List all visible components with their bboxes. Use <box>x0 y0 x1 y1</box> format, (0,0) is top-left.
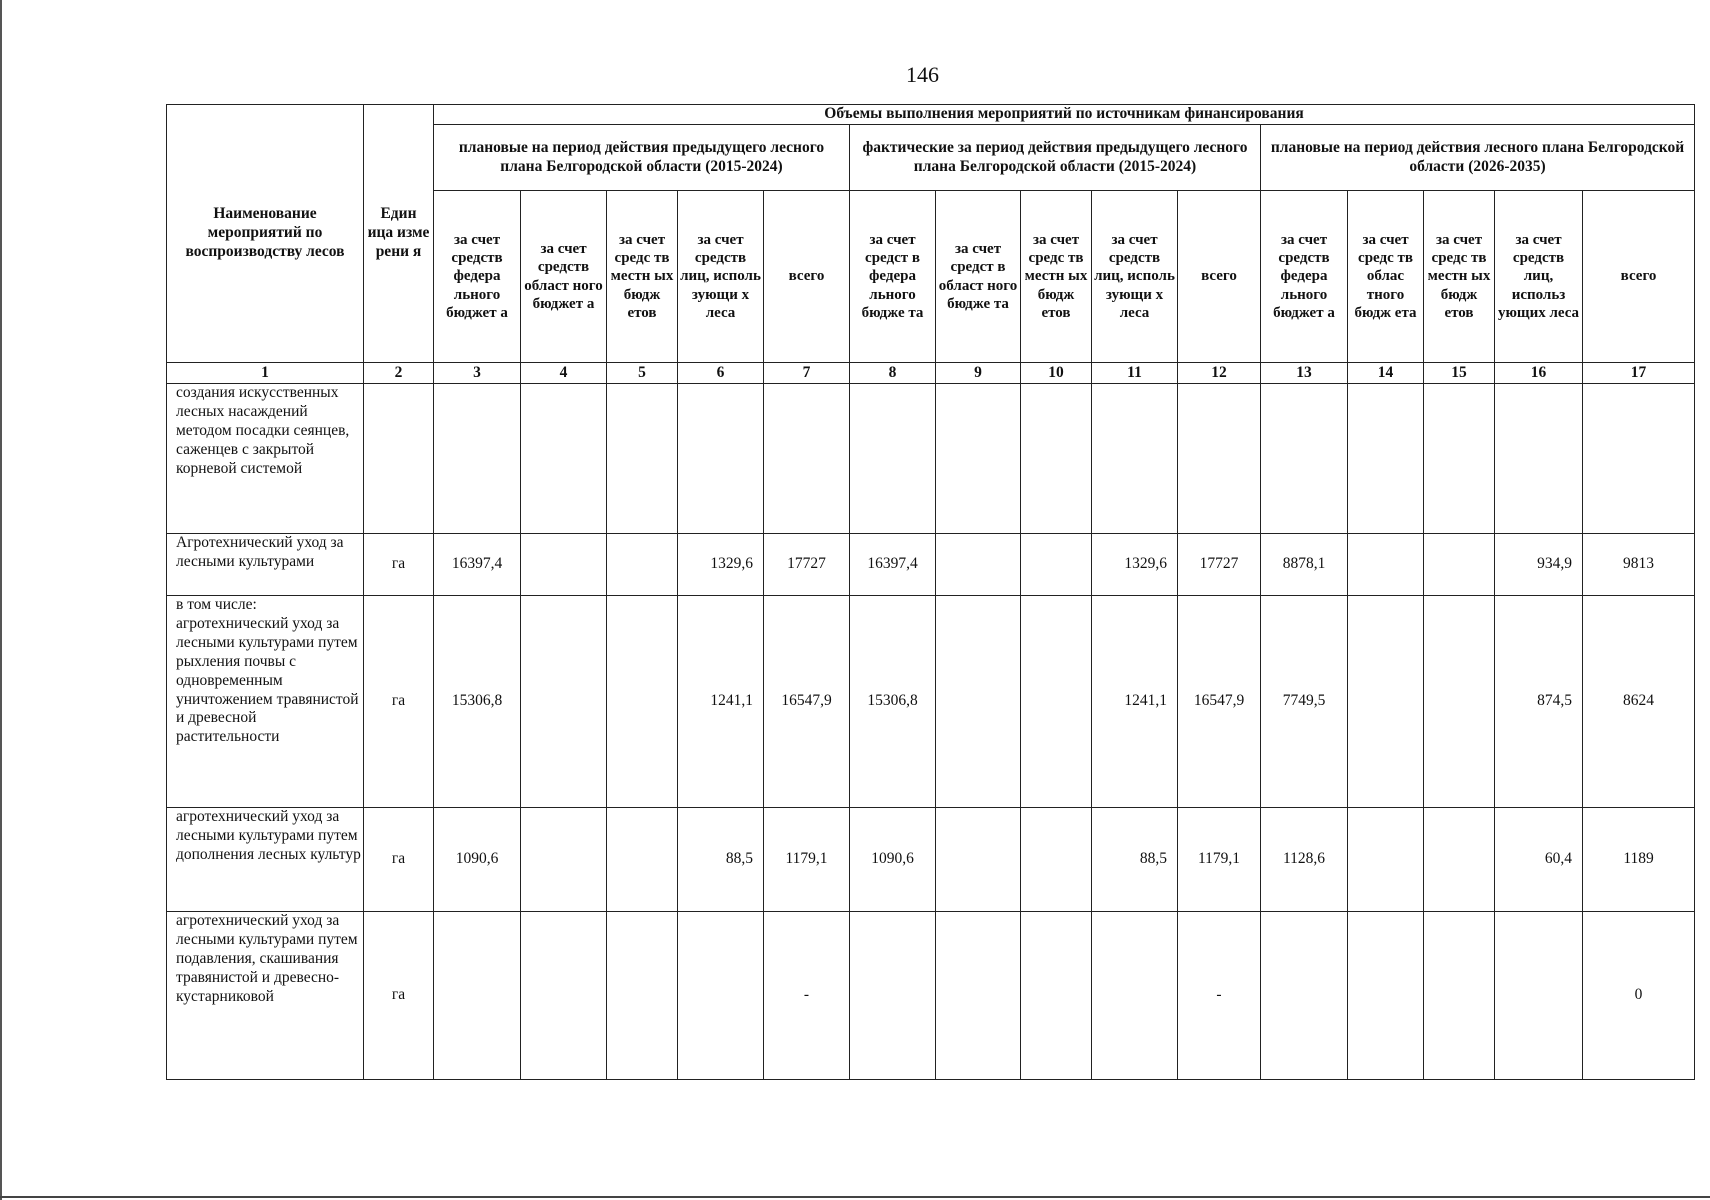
header-sub: за счет средст в област ного бюдже та <box>936 191 1021 363</box>
row-value <box>1424 384 1495 534</box>
table-row <box>167 534 1695 596</box>
column-number: 13 <box>1261 363 1348 384</box>
row-value: 16397,4 <box>850 534 936 596</box>
row-value: 1329,6 <box>678 534 764 596</box>
header-sub: за счет средс тв местн ых бюдж етов <box>1021 191 1092 363</box>
column-number: 10 <box>1021 363 1092 384</box>
column-number: 2 <box>364 363 434 384</box>
row-value <box>1021 808 1092 912</box>
column-number: 1 <box>167 363 364 384</box>
row-unit: га <box>364 534 434 596</box>
row-value <box>434 384 521 534</box>
header-sub: за счет средс тв местн ых бюдж етов <box>607 191 678 363</box>
row-value <box>1348 912 1424 1080</box>
column-number: 14 <box>1348 363 1424 384</box>
row-value <box>1021 534 1092 596</box>
column-number: 7 <box>764 363 850 384</box>
row-value <box>1021 384 1092 534</box>
row-value: 1090,6 <box>850 808 936 912</box>
row-value <box>936 384 1021 534</box>
row-value <box>1424 808 1495 912</box>
header-sub: за счет средств лиц, исполь зующи х леса <box>1092 191 1178 363</box>
row-value <box>1495 912 1583 1080</box>
row-name: агротехнический уход за лесными культурами путем дополнения лесных культур <box>167 808 364 912</box>
column-number: 11 <box>1092 363 1178 384</box>
row-value: 17727 <box>1178 534 1261 596</box>
row-value: 1189 <box>1583 808 1695 912</box>
row-value <box>678 912 764 1080</box>
row-value <box>521 808 607 912</box>
row-value <box>1424 596 1495 808</box>
row-value <box>1348 384 1424 534</box>
row-value: 1241,1 <box>1092 596 1178 808</box>
row-value <box>1348 534 1424 596</box>
row-value <box>1092 384 1178 534</box>
row-value <box>936 808 1021 912</box>
row-value <box>607 384 678 534</box>
row-value <box>936 534 1021 596</box>
row-value <box>607 534 678 596</box>
left-edge-rule <box>0 0 2 1200</box>
header-period-planned-new: плановые на период действия лесного плана Белгородской области (2026-2035) <box>1261 125 1695 191</box>
row-value <box>850 912 936 1080</box>
header-period-actual-prev: фактические за период действия предыдущего лесного плана Белгородской области (2015-2024) <box>850 125 1261 191</box>
row-value <box>1261 384 1348 534</box>
row-unit: га <box>364 596 434 808</box>
column-number: 17 <box>1583 363 1695 384</box>
row-value <box>1178 384 1261 534</box>
row-value <box>607 912 678 1080</box>
column-number-row <box>167 363 1695 384</box>
row-value: 60,4 <box>1495 808 1583 912</box>
row-value <box>936 596 1021 808</box>
row-value: 1179,1 <box>1178 808 1261 912</box>
row-value: 16397,4 <box>434 534 521 596</box>
row-value <box>607 596 678 808</box>
row-name: агротехнический уход за лесными культурами путем подавления, скашивания травянистой и древесно-кустарниковой <box>167 912 364 1080</box>
column-number: 4 <box>521 363 607 384</box>
row-value <box>1348 596 1424 808</box>
header-sub: за счет средс тв местн ых бюдж етов <box>1424 191 1495 363</box>
row-name: в том числе: агротехнический уход за лесными культурами путем рыхления почвы с одновременным уничтожением травянистой и древесной растительности <box>167 596 364 808</box>
row-value: 8624 <box>1583 596 1695 808</box>
row-value: 17727 <box>764 534 850 596</box>
row-value <box>1021 912 1092 1080</box>
row-value: 1128,6 <box>1261 808 1348 912</box>
row-value <box>1424 534 1495 596</box>
row-value <box>1495 384 1583 534</box>
header-group-title: Объемы выполнения мероприятий по источникам финансирования <box>434 105 1695 125</box>
table-row <box>167 596 1695 808</box>
row-value <box>1424 912 1495 1080</box>
header-name: Наименование мероприятий по воспроизводству лесов <box>167 105 364 363</box>
header-sub: за счет средств федера льного бюджет а <box>1261 191 1348 363</box>
row-value <box>521 596 607 808</box>
header-sub: всего <box>1583 191 1695 363</box>
row-value: - <box>764 912 850 1080</box>
row-unit <box>364 384 434 534</box>
row-value <box>434 912 521 1080</box>
row-value: - <box>1178 912 1261 1080</box>
row-value: 1179,1 <box>764 808 850 912</box>
column-number: 15 <box>1424 363 1495 384</box>
row-name: создания искусственных лесных насаждений методом посадки сеянцев, саженцев с закрытой корневой системой <box>167 384 364 534</box>
table-row <box>167 912 1695 1080</box>
column-number: 9 <box>936 363 1021 384</box>
header-sub: всего <box>1178 191 1261 363</box>
header-sub: за счет средст в федера льного бюдже та <box>850 191 936 363</box>
header-sub: за счет средств област ного бюджет а <box>521 191 607 363</box>
header-period-planned-prev: плановые на период действия предыдущего лесного плана Белгородской области (2015-2024) <box>434 125 850 191</box>
row-value <box>936 912 1021 1080</box>
row-value <box>1261 912 1348 1080</box>
header-sub: за счет средств лиц, использ ующих леса <box>1495 191 1583 363</box>
column-number: 16 <box>1495 363 1583 384</box>
row-value <box>607 808 678 912</box>
row-value: 934,9 <box>1495 534 1583 596</box>
row-value <box>850 384 936 534</box>
header-sub: всего <box>764 191 850 363</box>
column-number: 6 <box>678 363 764 384</box>
header-unit: Един ица изме рени я <box>364 105 434 363</box>
row-value: 16547,9 <box>764 596 850 808</box>
page-number: 146 <box>906 62 939 87</box>
table-row <box>167 384 1695 534</box>
row-value <box>521 912 607 1080</box>
row-unit: га <box>364 912 434 1080</box>
row-value: 9813 <box>1583 534 1695 596</box>
column-number: 8 <box>850 363 936 384</box>
row-value <box>678 384 764 534</box>
row-value: 16547,9 <box>1178 596 1261 808</box>
row-value: 88,5 <box>678 808 764 912</box>
header-sub: за счет средств федера льного бюджет а <box>434 191 521 363</box>
row-value: 15306,8 <box>434 596 521 808</box>
row-value <box>1348 808 1424 912</box>
row-value: 7749,5 <box>1261 596 1348 808</box>
header-sub: за счет средств лиц, исполь зующи х леса <box>678 191 764 363</box>
row-value <box>764 384 850 534</box>
column-number: 5 <box>607 363 678 384</box>
row-value: 0 <box>1583 912 1695 1080</box>
row-value: 874,5 <box>1495 596 1583 808</box>
row-value <box>1583 384 1695 534</box>
row-value <box>1092 912 1178 1080</box>
row-value: 1329,6 <box>1092 534 1178 596</box>
bottom-edge-rule <box>0 1196 1710 1198</box>
row-unit: га <box>364 808 434 912</box>
row-value <box>1021 596 1092 808</box>
column-number: 12 <box>1178 363 1261 384</box>
header-sub: за счет средс тв облас тного бюдж ета <box>1348 191 1424 363</box>
row-value: 88,5 <box>1092 808 1178 912</box>
financing-table <box>166 104 1695 1080</box>
row-value: 8878,1 <box>1261 534 1348 596</box>
row-value <box>521 534 607 596</box>
column-number: 3 <box>434 363 521 384</box>
row-value: 15306,8 <box>850 596 936 808</box>
table-row <box>167 808 1695 912</box>
row-value: 1241,1 <box>678 596 764 808</box>
row-name: Агротехнический уход за лесными культурами <box>167 534 364 596</box>
row-value: 1090,6 <box>434 808 521 912</box>
row-value <box>521 384 607 534</box>
